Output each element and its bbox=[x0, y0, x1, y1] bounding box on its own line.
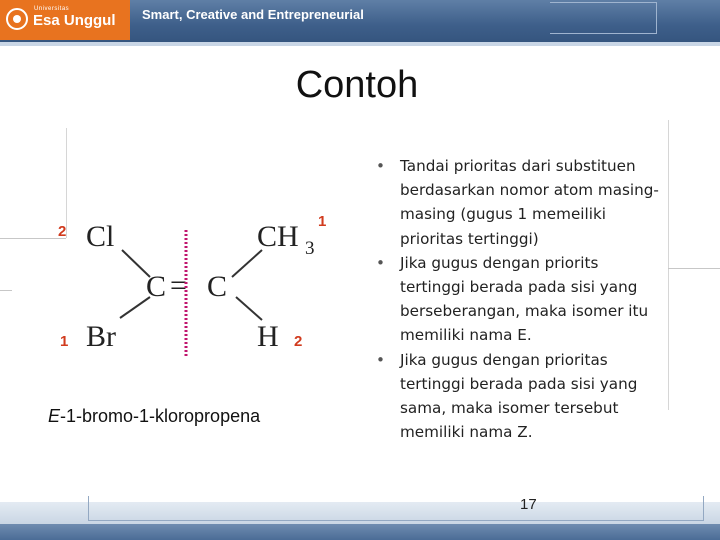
footer-bar bbox=[0, 524, 720, 540]
slide-title: Contoh bbox=[295, 64, 419, 106]
atom-c-left: C bbox=[146, 270, 167, 303]
header-tagline: Smart, Creative and Entrepreneurial bbox=[142, 7, 364, 22]
bond-h bbox=[236, 297, 262, 320]
molecule-caption bbox=[48, 406, 260, 427]
caption-compound-name: -1-bromo-1-kloropropena bbox=[60, 406, 261, 426]
page-number: 17 bbox=[520, 496, 537, 513]
bullet-item: • Jika gugus dengan prioritas tertinggi berada pada sisi yang sama, maka isomer tersebut memiliki nama Z. bbox=[372, 348, 662, 445]
double-bond: = bbox=[170, 269, 187, 302]
bullet-item: • Jika gugus dengan priorits tertinggi berada pada sisi yang berseberangan, maka isomer itu memiliki nama E. bbox=[372, 251, 662, 348]
footer-decoration bbox=[88, 496, 704, 521]
atom-h: H bbox=[257, 320, 279, 353]
atom-ch3: CH bbox=[257, 220, 299, 253]
bullet-item: • Tandai prioritas dari substituen berdasarkan nomor atom masing-masing (gugus 1 memeiliki prioritas tertinggi) bbox=[372, 154, 662, 251]
priority-ch3: 1 bbox=[318, 213, 327, 230]
atom-ch3-subscript: 3 bbox=[305, 238, 315, 259]
logo-name: Esa Unggul bbox=[33, 12, 116, 29]
caption-isomer-letter: E bbox=[48, 406, 61, 426]
logo-subtitle: Universitas bbox=[34, 6, 70, 12]
atom-c-right: C bbox=[207, 270, 228, 303]
priority-br: 1 bbox=[60, 333, 69, 350]
priority-h: 2 bbox=[294, 333, 303, 350]
atom-br: Br bbox=[86, 320, 116, 353]
atom-cl: Cl bbox=[86, 220, 115, 253]
explanation-list bbox=[372, 154, 662, 444]
bond-ch3 bbox=[232, 250, 262, 277]
priority-cl: 2 bbox=[58, 223, 67, 240]
